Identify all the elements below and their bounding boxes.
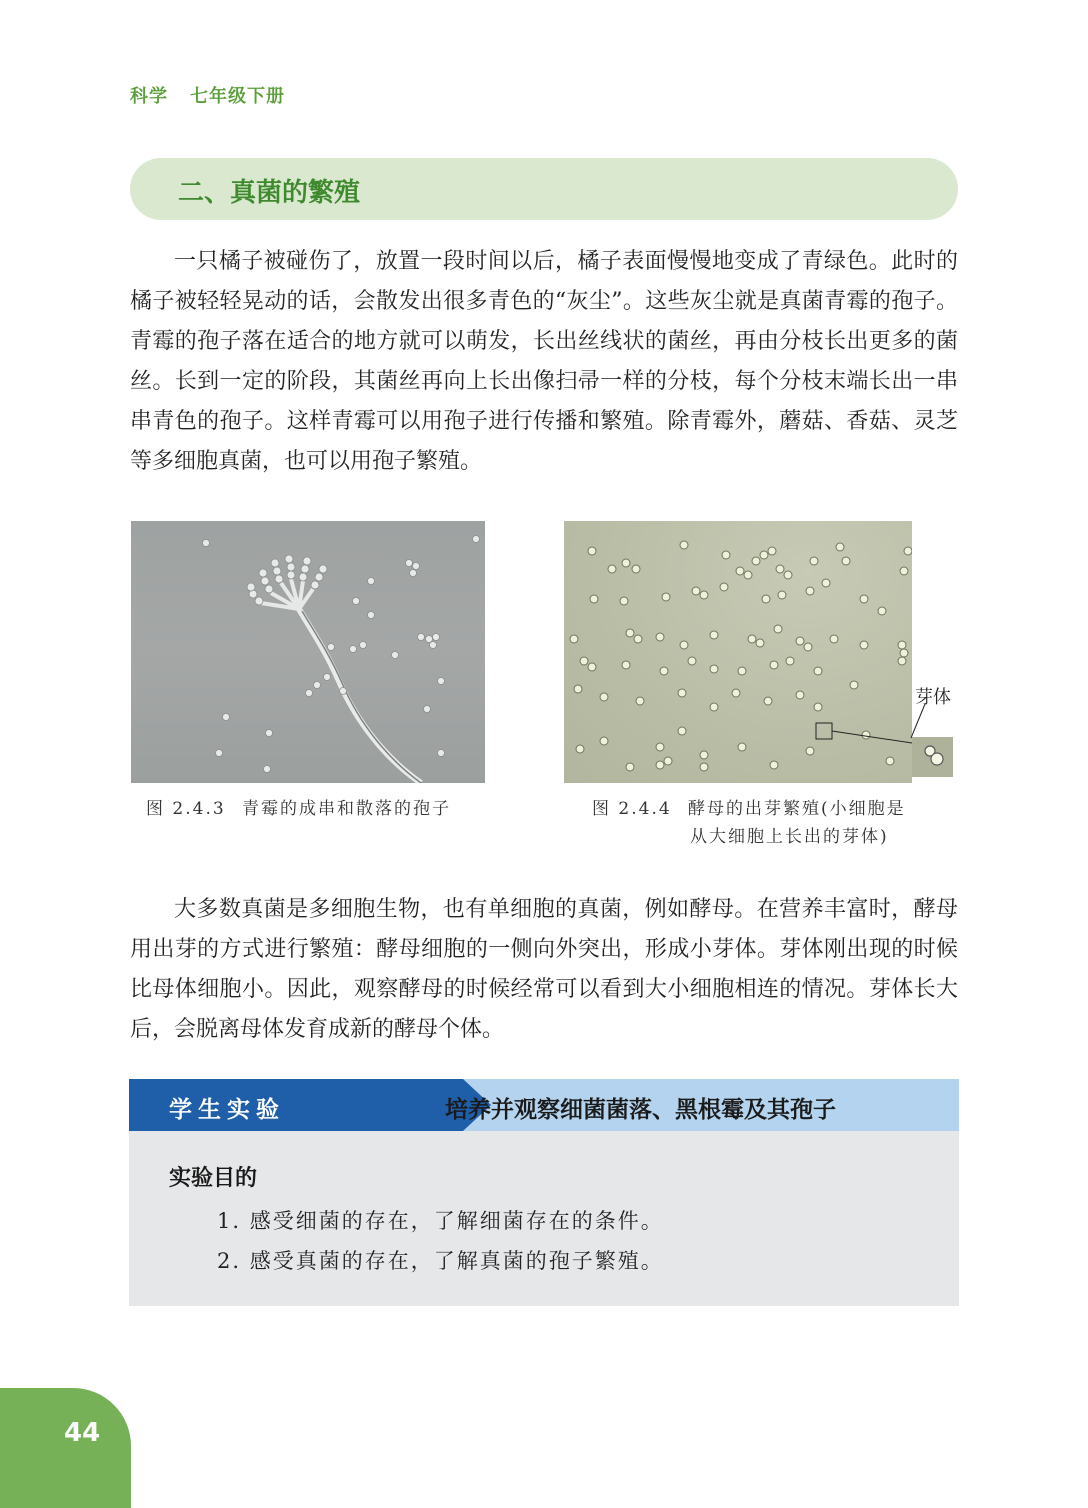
- experiment-objectives: [217, 1201, 664, 1281]
- figure-number-1: 图 2.4.3: [146, 799, 226, 819]
- figure-number-2: 图 2.4.4: [592, 799, 672, 819]
- bud-label: 芽体: [915, 687, 951, 708]
- figure-caption-1: [146, 795, 451, 823]
- section-banner: [130, 158, 958, 220]
- penicillium-illustration: [131, 521, 485, 783]
- experiment-body: [129, 1131, 959, 1306]
- yeast-illustration: [564, 521, 912, 783]
- header-grade: 七年级下册: [190, 86, 285, 107]
- page-number: 44: [64, 1418, 101, 1448]
- list-item: 2. 感受真菌的存在，了解真菌的孢子繁殖。: [217, 1249, 664, 1273]
- penicillium-micrograph: [131, 521, 485, 783]
- running-header: [130, 82, 285, 108]
- header-subject: 科学: [130, 86, 168, 107]
- figure-caption-text-2b: 从大细胞上长出的芽体): [690, 827, 889, 847]
- paragraph-penicillium: 一只橘子被碰伤了，放置一段时间以后，橘子表面慢慢地变成了青绿色。此时的橘子被轻轻晃动的话，会散发出很多青色的“灰尘”。这些灰尘就是真菌青霉的孢子。青霉的孢子落在适合的地方就可以萌发，长出丝线状的菌丝，再由分枝长出更多的菌丝。长到一定的阶段，其菌丝再向上长出像扫帚一样的分枝，每个分枝末端长出一串串青色的孢子。这样青霉可以用孢子进行传播和繁殖。除青霉外，蘑菇、香菇、灵芝等多细胞真菌，也可以用孢子繁殖。: [130, 249, 958, 474]
- experiment-tag-text: 学生实验: [169, 1097, 285, 1123]
- figure-caption-text-1: 青霉的成串和散落的孢子: [242, 799, 451, 819]
- paragraph-yeast: 大多数真菌是多细胞生物，也有单细胞的真菌，例如酵母。在营养丰富时，酵母用出芽的方式进行繁殖：酵母细胞的一侧向外突出，形成小芽体。芽体刚出现的时候比母体细胞小。因此，观察酵母的时候经常可以看到大小细胞相连的情况。芽体长大后，会脱离母体发育成新的酵母个体。: [130, 897, 958, 1042]
- yeast-micrograph: [564, 521, 912, 783]
- experiment-subheading: 实验目的: [169, 1166, 258, 1191]
- list-item: 1. 感受细菌的存在，了解细菌存在的条件。: [217, 1209, 664, 1233]
- figure-caption-text-2a: 酵母的出芽繁殖(小细胞是: [688, 799, 906, 819]
- experiment-header: [129, 1079, 959, 1131]
- page-number-tab: [0, 1388, 131, 1508]
- experiment-title: 培养并观察细菌菌落、黑根霉及其孢子: [445, 1097, 836, 1123]
- figure-caption-2: [592, 795, 906, 851]
- bud-inset: [912, 737, 953, 777]
- section-title: 二、真菌的繁殖: [178, 178, 361, 208]
- bud-inset-cells: [912, 737, 953, 777]
